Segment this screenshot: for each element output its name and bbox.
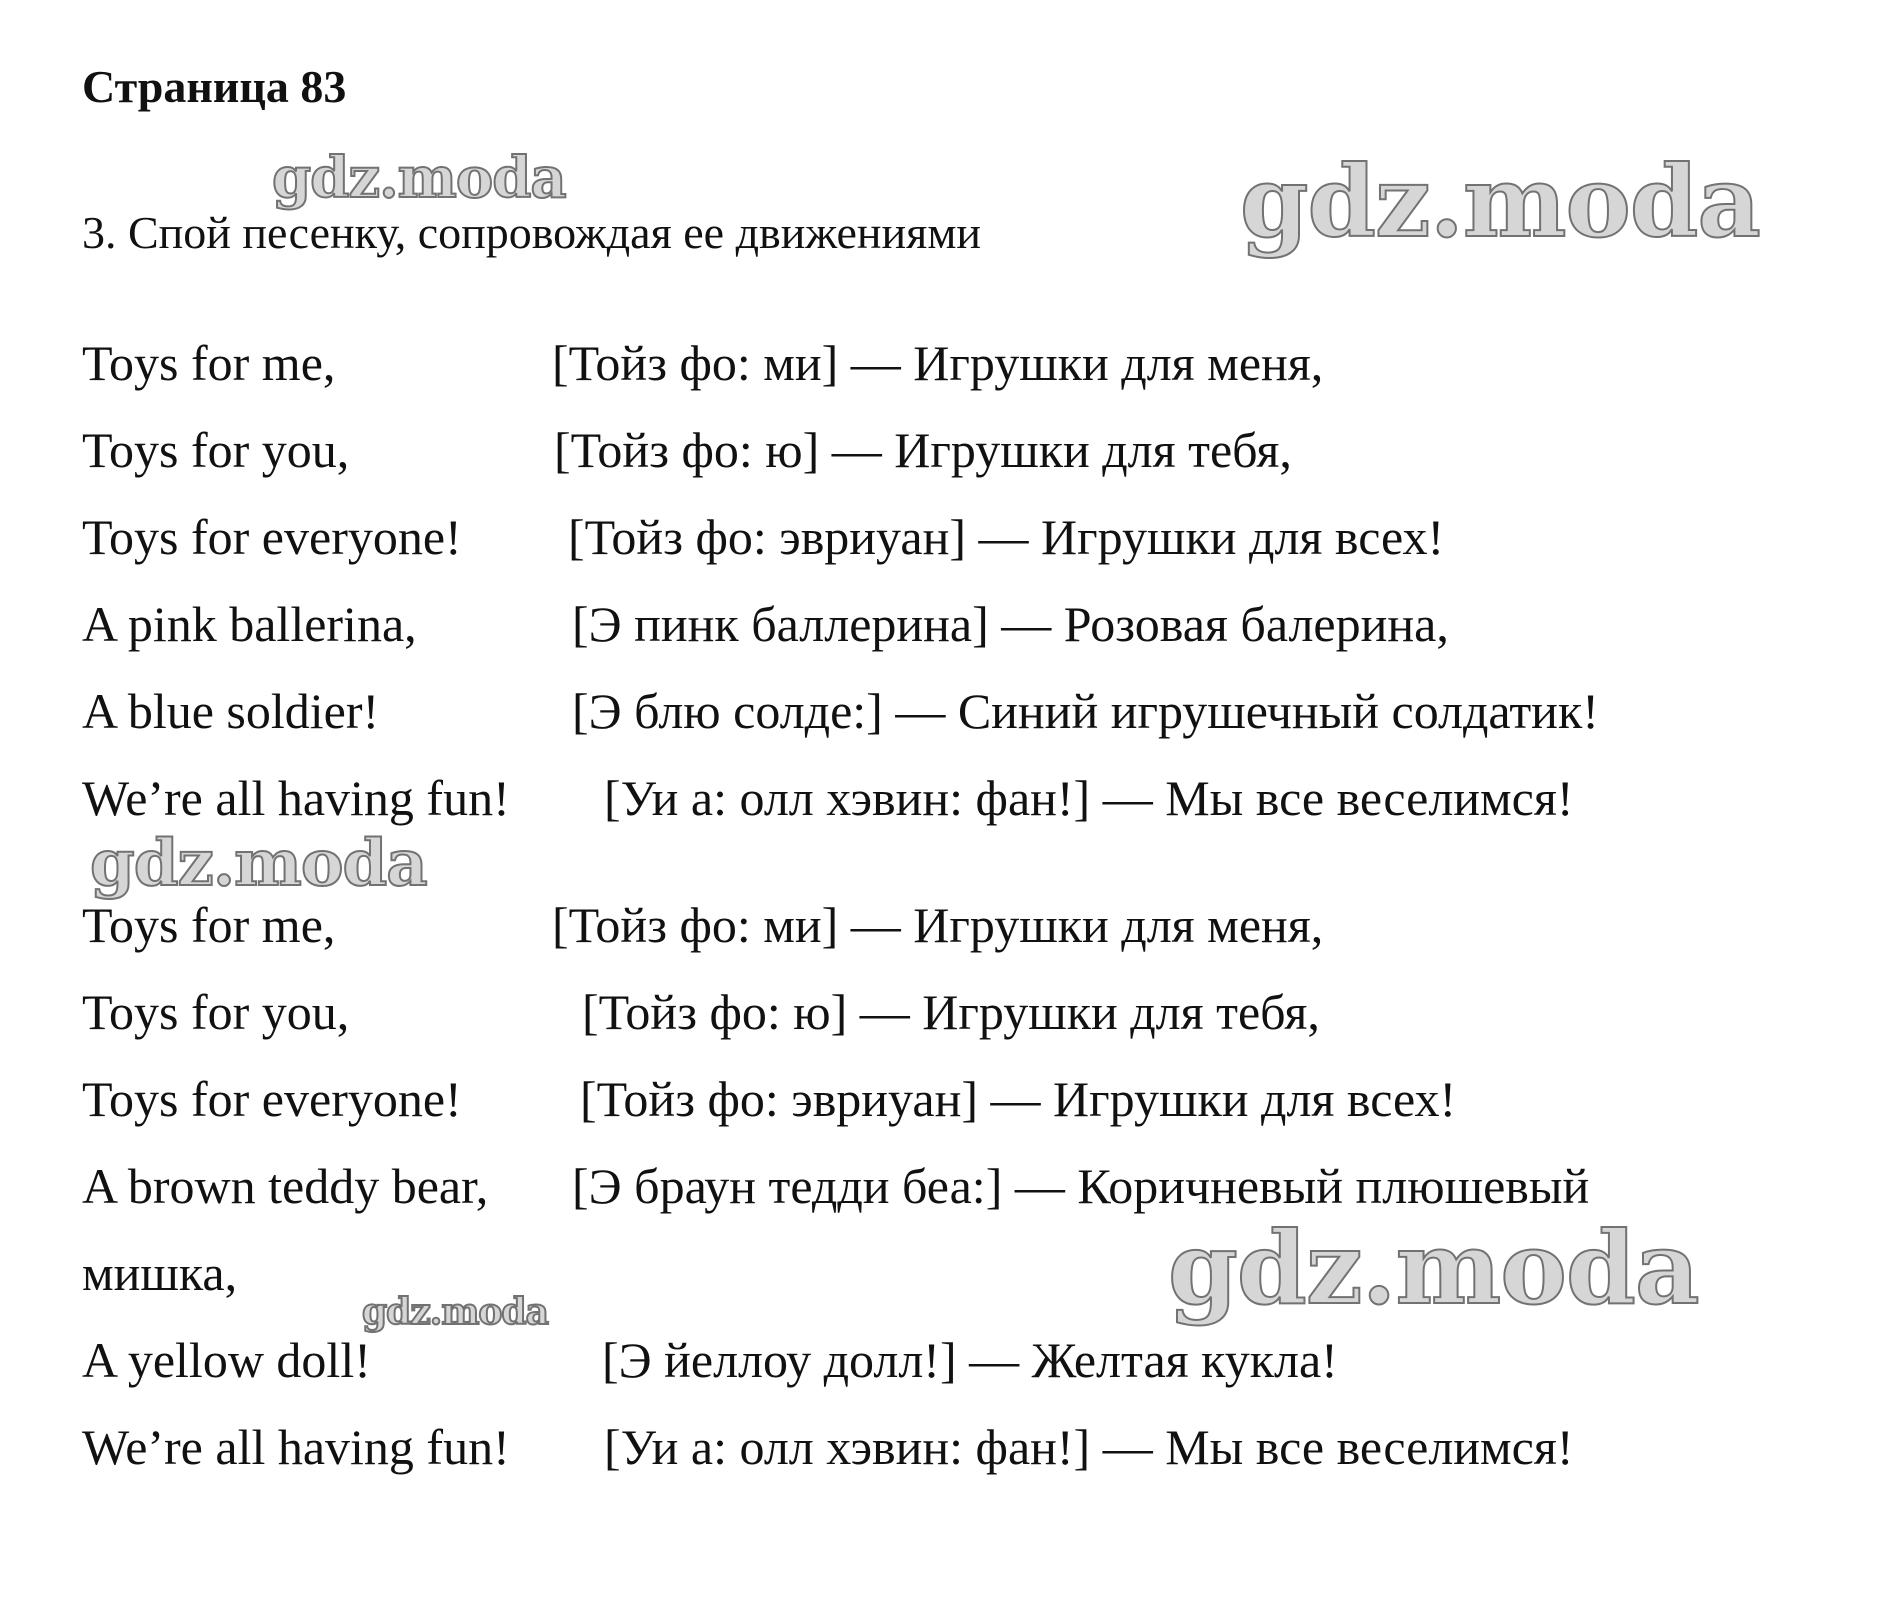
- song-line: [82, 422, 1292, 478]
- english-line: A blue soldier!: [82, 683, 380, 739]
- song-line: [82, 335, 1324, 391]
- english-line: We’re all having fun!: [82, 1419, 510, 1475]
- transcription-translation: [Тойз фо: ми] — Игрушки для меня,: [552, 335, 1324, 391]
- transcription-translation: [Тойз фо: эвриуан] — Игрушки для всех!: [580, 1071, 1457, 1127]
- english-line: A yellow doll!: [82, 1332, 371, 1388]
- transcription-translation: [Тойз фо: ми] — Игрушки для меня,: [552, 897, 1324, 953]
- song-line: [82, 1419, 1574, 1475]
- song-line: [82, 596, 1449, 652]
- song-line: [82, 984, 1320, 1040]
- watermark: gdz.moda: [1240, 145, 1760, 260]
- english-line: Toys for me,: [82, 335, 336, 391]
- english-line: Toys for you,: [82, 984, 350, 1040]
- english-line: Toys for you,: [82, 422, 350, 478]
- english-line: Toys for everyone!: [82, 509, 462, 565]
- transcription-translation: [Тойз фо: ю] — Игрушки для тебя,: [582, 984, 1320, 1040]
- transcription-translation: [Э пинк баллерина] — Розовая балерина,: [572, 596, 1449, 652]
- transcription-translation: [Уи а: олл хэвин: фан!] — Мы все веселимся!: [604, 770, 1574, 826]
- song-line: [82, 897, 1324, 953]
- transcription-translation: [Э блю солде:] — Синий игрушечный солдатик!: [572, 683, 1599, 739]
- transcription-translation: [Э йеллоу долл!] — Желтая кукла!: [602, 1332, 1338, 1388]
- page-title: Страница 83: [82, 61, 347, 112]
- watermark: gdz.moda: [362, 1291, 548, 1333]
- task-instruction: 3. Спой песенку, сопровождая ее движениями: [82, 207, 982, 258]
- english-line: Toys for everyone!: [82, 1071, 462, 1127]
- song-line: [82, 683, 1599, 739]
- song-line-continuation: мишка,: [82, 1245, 238, 1301]
- english-line: Toys for me,: [82, 897, 336, 953]
- watermark: gdz.moda: [272, 145, 566, 211]
- english-line: A brown teddy bear,: [82, 1158, 489, 1214]
- transcription-translation: [Э браун тедди беа:] — Коричневый плюшевый: [572, 1158, 1590, 1214]
- english-line: A pink ballerina,: [82, 596, 417, 652]
- song-line: [82, 1332, 1338, 1388]
- transcription-translation: [Тойз фо: ю] — Игрушки для тебя,: [554, 422, 1292, 478]
- song-line: [82, 1158, 1590, 1214]
- watermark: gdz.moda: [1168, 1209, 1699, 1327]
- song-line: [82, 1071, 1457, 1127]
- transcription-translation: [Уи а: олл хэвин: фан!] — Мы все веселимся!: [604, 1419, 1574, 1475]
- song-line: [82, 509, 1445, 565]
- english-line: We’re all having fun!: [82, 770, 510, 826]
- watermark: gdz.moda: [90, 826, 427, 901]
- transcription-translation: [Тойз фо: эвриуан] — Игрушки для всех!: [568, 509, 1445, 565]
- song-line: [82, 770, 1574, 826]
